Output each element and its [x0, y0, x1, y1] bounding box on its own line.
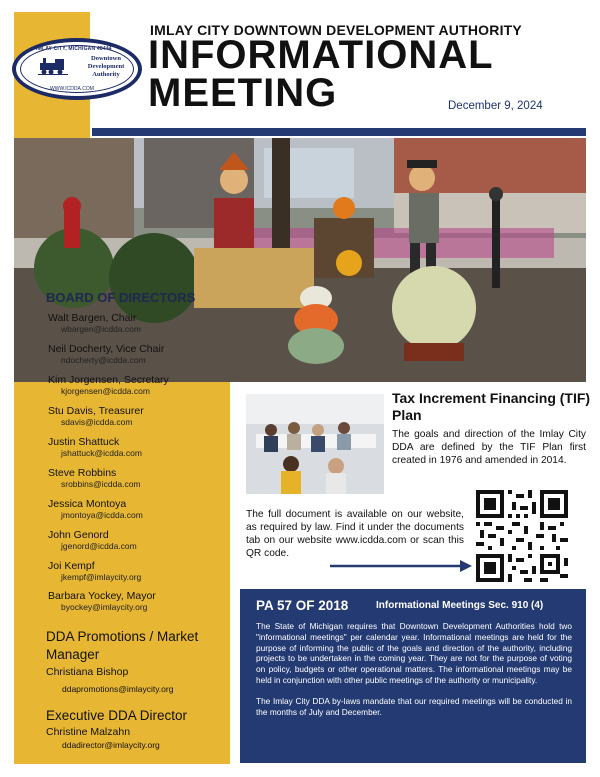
- director-email[interactable]: jkempf@imlaycity.org: [61, 572, 142, 582]
- director-entry: [48, 498, 228, 520]
- pa57-body: [256, 621, 572, 727]
- director-entry: [48, 560, 228, 582]
- meeting-room-photo: [246, 394, 384, 494]
- director-email[interactable]: jgenord@icdda.com: [61, 541, 137, 551]
- director-entry: [48, 312, 228, 334]
- director-email[interactable]: wbargen@icdda.com: [61, 324, 141, 334]
- director-email[interactable]: sdavis@icdda.com: [61, 417, 133, 427]
- pa57-subtitle: Informational Meetings Sec. 910 (4): [376, 600, 544, 611]
- header-divider: [92, 128, 586, 136]
- promotions-heading: DDA Promotions / Market Manager: [46, 629, 199, 662]
- director-name: Kim Jorgensen, Secretary: [48, 374, 169, 386]
- promotions-manager-name: Christiana Bishop: [46, 666, 129, 678]
- train-icon: [38, 56, 68, 76]
- executive-director-name: Christine Malzahn: [46, 726, 131, 738]
- director-entry: [48, 343, 228, 365]
- tif-plan-description: The goals and direction of the Imlay City DDA are defined by the TIF Plan first created in 1976 and amended in 2014.: [392, 429, 586, 466]
- director-email[interactable]: srobbins@icdda.com: [61, 479, 141, 489]
- tif-plan-title: Tax Increment Financing (TIF) Plan: [392, 390, 591, 423]
- director-name: Joi Kempf: [48, 560, 95, 572]
- pa57-paragraph: The Imlay City DDA by-laws mandate that our required meetings will be conducted in the months of July and December.: [256, 695, 572, 717]
- board-heading: BOARD OF DIRECTORS: [46, 290, 196, 305]
- director-email[interactable]: kjorgensen@icdda.com: [61, 386, 150, 396]
- director-name: Stu Davis, Treasurer: [48, 405, 144, 417]
- arrow-right-icon: [330, 559, 472, 573]
- director-entry: [48, 374, 228, 396]
- full-document-note: The full document is available on our website, as required by law. Find it under the documents tab on our website www.icdda.com or scan this QR code.: [246, 509, 464, 559]
- executive-director-email[interactable]: ddadirector@imlaycity.org: [62, 740, 160, 750]
- pa57-panel: [240, 589, 586, 763]
- director-name: Walt Bargen, Chair: [48, 312, 137, 324]
- director-entry: [48, 405, 228, 427]
- director-entry: [48, 590, 228, 612]
- director-email[interactable]: byockey@imlaycity.org: [61, 602, 148, 612]
- pa57-paragraph: The State of Michigan requires that Downtown Development Authorities hold two "informational meetings" per calendar year. Informational meetings are held for the purpose of informing the public of the goals and direction of the authority, including projects to be undertaken in the coming year. They are not for the purpose of voting on policy, budgets or other operational matters. The informational meetings may be held in conjunction with other public meetings of the authority or municipality.: [256, 621, 572, 685]
- organization-name: IMLAY CITY DOWNTOWN DEVELOPMENT AUTHORITY: [150, 22, 522, 38]
- promotions-email[interactable]: ddapromotions@imlaycity.org: [62, 684, 174, 694]
- executive-director-heading: Executive DDA Director: [46, 708, 188, 723]
- director-name: Steve Robbins: [48, 467, 117, 479]
- director-name: Jessica Montoya: [48, 498, 127, 510]
- qr-code[interactable]: [476, 490, 568, 582]
- logo-url: WWW.ICDDA.COM: [50, 86, 94, 92]
- director-entry: [48, 467, 228, 489]
- director-name: Neil Docherty, Vice Chair: [48, 343, 165, 355]
- director-email[interactable]: ndocherty@icdda.com: [61, 355, 146, 365]
- page-title: INFORMATIONAL MEETING: [148, 33, 494, 115]
- director-name: Justin Shattuck: [48, 436, 120, 448]
- director-entry: [48, 436, 228, 458]
- logo-arc-text: IMLAY CITY, MICHIGAN 48444: [36, 46, 112, 52]
- pa57-title: PA 57 OF 2018: [256, 598, 349, 613]
- director-name: Barbara Yockey, Mayor: [48, 590, 156, 602]
- director-email[interactable]: jshattuck@icdda.com: [61, 448, 142, 458]
- director-email[interactable]: jmontoya@icdda.com: [61, 510, 143, 520]
- logo-name: Downtown Development Authority: [87, 55, 125, 78]
- director-entry: [48, 529, 228, 551]
- director-name: John Genord: [48, 529, 109, 541]
- meeting-date: December 9, 2024: [448, 100, 543, 112]
- dda-logo: [12, 38, 142, 100]
